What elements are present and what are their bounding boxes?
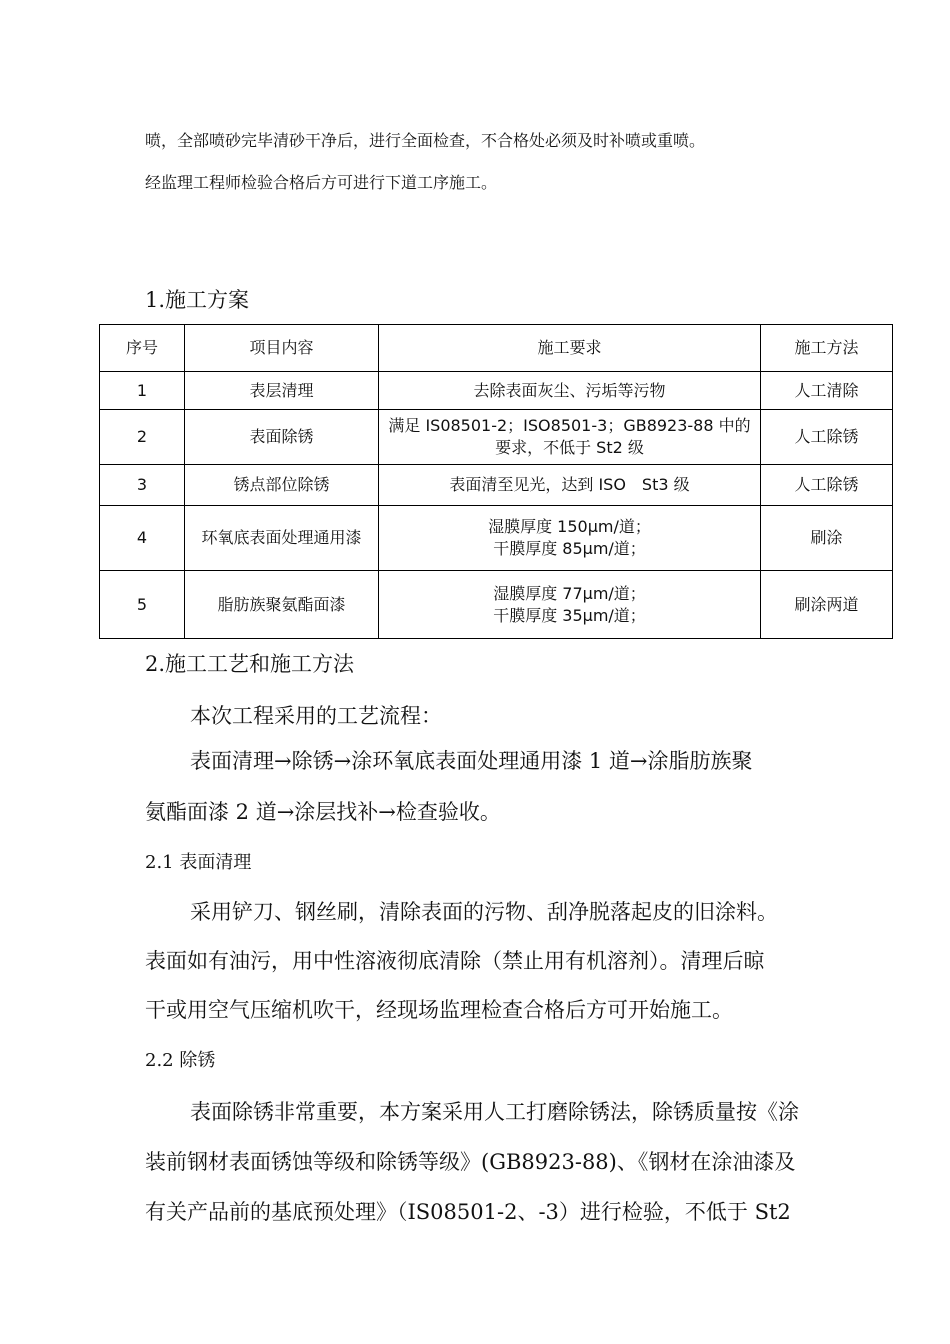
row-method: 人工清除 bbox=[761, 372, 893, 410]
requirement-line: 干膜厚度 85μm/道； bbox=[493, 539, 646, 558]
intro-line-2: 经监理工程师检验合格后方可进行下道工序施工。 bbox=[145, 173, 498, 192]
requirement-line: 湿膜厚度 77μm/道； bbox=[493, 583, 646, 603]
paragraph-line: 干或用空气压缩机吹干，经现场监理检查合格后方可开始施工。 bbox=[145, 998, 733, 1022]
header-no: 序号 bbox=[100, 325, 185, 372]
section-2-2-title: 2.2 除锈 bbox=[145, 1050, 216, 1071]
row-requirement bbox=[379, 571, 761, 639]
table-row bbox=[100, 410, 893, 465]
row-no: 3 bbox=[100, 465, 185, 506]
row-method: 人工除锈 bbox=[761, 465, 893, 506]
construction-plan-table bbox=[99, 324, 893, 639]
table-row bbox=[100, 372, 893, 410]
paragraph-line: 有关产品前的基底预处理》（IS08501-2、-3）进行检验，不低于 St2 bbox=[145, 1200, 791, 1224]
row-item: 环氧底表面处理通用漆 bbox=[185, 506, 379, 571]
header-method: 施工方法 bbox=[761, 325, 893, 372]
flow-intro: 本次工程采用的工艺流程： bbox=[190, 704, 442, 728]
flow-line-1: 表面清理→除锈→涂环氧底表面处理通用漆 1 道→涂脂肪族聚 bbox=[190, 749, 753, 773]
paragraph-line: 表面除锈非常重要，本方案采用人工打磨除锈法，除锈质量按《涂 bbox=[190, 1100, 799, 1124]
table-row bbox=[100, 465, 893, 506]
row-item: 表面除锈 bbox=[185, 410, 379, 465]
intro-line-1: 喷，全部喷砂完毕清砂干净后，进行全面检查，不合格处必须及时补喷或重喷。 bbox=[145, 131, 706, 150]
row-requirement bbox=[379, 410, 761, 465]
paragraph-line: 装前钢材表面锈蚀等级和除锈等级》(GB8923-88)、《钢材在涂油漆及 bbox=[145, 1150, 796, 1174]
section-2-title: 2.施工工艺和施工方法 bbox=[145, 652, 355, 676]
row-no: 1 bbox=[100, 372, 185, 410]
header-requirement: 施工要求 bbox=[379, 325, 761, 372]
section-1-title: 1.施工方案 bbox=[145, 288, 250, 312]
requirement-line: 满足 IS08501-2；ISO8501-3；GB8923-88 中的 bbox=[388, 416, 751, 435]
header-item: 项目内容 bbox=[185, 325, 379, 372]
row-no: 5 bbox=[100, 571, 185, 639]
row-no: 2 bbox=[100, 410, 185, 465]
table-row bbox=[100, 506, 893, 571]
requirement-line: 要求，不低于 St2 级 bbox=[495, 438, 644, 457]
paragraph-line: 表面如有油污，用中性溶液彻底清除（禁止用有机溶剂）。清理后晾 bbox=[145, 949, 765, 973]
requirement-line: 表面清至见光，达到 ISO St3 级 bbox=[449, 475, 690, 494]
row-item: 脂肪族聚氨酯面漆 bbox=[185, 571, 379, 639]
row-method: 刷涂两道 bbox=[761, 571, 893, 639]
row-method: 刷涂 bbox=[761, 506, 893, 571]
row-requirement bbox=[379, 506, 761, 571]
table-header-row bbox=[100, 325, 893, 372]
requirement-line: 去除表面灰尘、污垢等污物 bbox=[473, 380, 666, 400]
table-row bbox=[100, 571, 893, 639]
requirement-line: 干膜厚度 35μm/道； bbox=[493, 605, 646, 625]
row-item: 表层清理 bbox=[185, 372, 379, 410]
requirement-line: 湿膜厚度 150μm/道； bbox=[488, 517, 651, 536]
row-requirement bbox=[379, 372, 761, 410]
row-no: 4 bbox=[100, 506, 185, 571]
flow-line-2: 氨酯面漆 2 道→涂层找补→检查验收。 bbox=[145, 800, 501, 824]
row-method: 人工除锈 bbox=[761, 410, 893, 465]
row-item: 锈点部位除锈 bbox=[185, 465, 379, 506]
row-requirement bbox=[379, 465, 761, 506]
paragraph-line: 采用铲刀、钢丝刷，清除表面的污物、刮净脱落起皮的旧涂料。 bbox=[190, 900, 778, 924]
section-2-1-title: 2.1 表面清理 bbox=[145, 852, 252, 873]
